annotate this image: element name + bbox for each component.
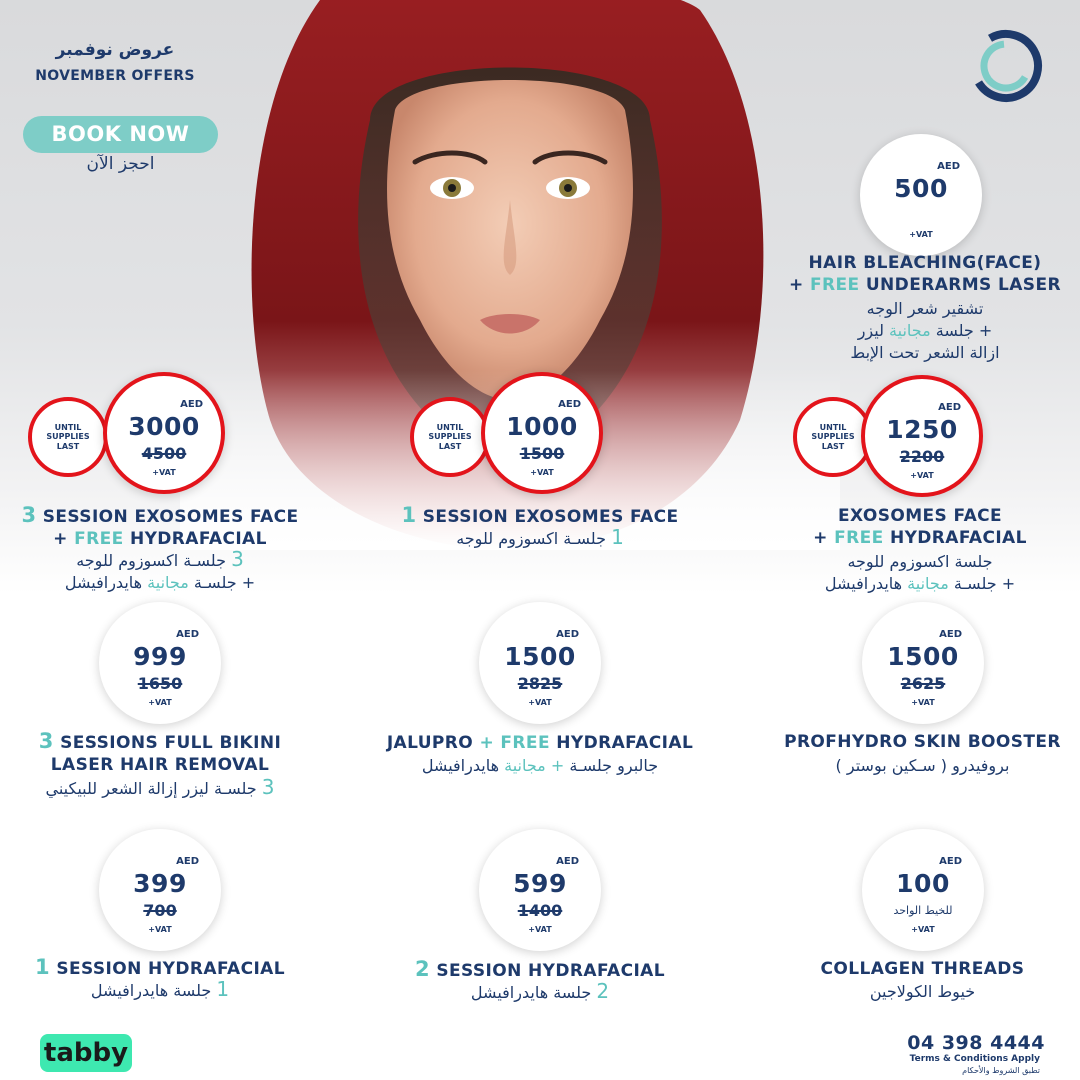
offer-arabic-title [5, 978, 315, 1002]
price-value: 1500 [887, 642, 959, 671]
price-badge [99, 829, 221, 951]
free-label-arabic: مجانية [147, 573, 189, 592]
offer-arabic-title [370, 755, 710, 777]
free-label: FREE [500, 733, 550, 753]
offer-title-line [380, 958, 700, 982]
vat-label: +VAT [911, 698, 935, 707]
vat-label: +VAT [148, 698, 172, 707]
session-count: 2 [415, 957, 431, 981]
offer-title-line [5, 528, 315, 550]
arabic-text: جلسـة اكسوزوم للوجه [456, 529, 612, 548]
offer-title-rest: HYDRAFACIAL [549, 733, 694, 753]
price-value: 500 [894, 174, 948, 203]
clinic-logo [968, 28, 1044, 104]
arabic-line [5, 978, 315, 1002]
price-value: 599 [513, 869, 567, 898]
per-thread-label: للخيط الواحد [893, 904, 953, 917]
offer-title-line: HAIR BLEACHING(FACE) [808, 253, 1042, 273]
offer-title-line [780, 274, 1070, 296]
plus-sign: + [789, 275, 810, 295]
session-count-arabic: 1 [216, 977, 230, 1001]
arabic-line: جلسة اكسوزوم للوجه [847, 552, 993, 571]
price-value: 399 [133, 869, 187, 898]
session-count-arabic: 3 [261, 775, 275, 799]
offer-arabic-title [5, 548, 315, 594]
offer-title-line: COLLAGEN THREADS [820, 959, 1025, 979]
offer-arabic-title [770, 981, 1075, 1003]
old-price [99, 674, 221, 693]
offer-arabic-title [380, 980, 700, 1004]
price-badge [862, 602, 984, 724]
offer-title [780, 252, 1070, 296]
vat-label: +VAT [911, 925, 935, 934]
plus-sign: + [545, 756, 565, 775]
session-count: 3 [21, 503, 37, 527]
offer-title-line [380, 504, 700, 528]
offer-arabic-title [5, 776, 315, 800]
plus-sign: + [813, 528, 835, 548]
arabic-line: ازالة الشعر تحت الإبط [850, 343, 1000, 362]
currency-label: AED [176, 856, 199, 867]
header-title: NOVEMBER OFFERS [35, 68, 195, 84]
vat-label: +VAT [909, 230, 933, 239]
session-count: 1 [401, 503, 417, 527]
offer-title-line [5, 730, 315, 754]
arabic-text: جلسة هايدرافيشل [90, 981, 217, 1000]
offer-arabic-title [770, 755, 1075, 777]
free-label: FREE [810, 275, 860, 295]
arabic-text: + جلسة [930, 321, 993, 340]
offer-title [5, 730, 315, 776]
vat-label: +VAT [530, 468, 554, 477]
offer-title-line: LASER HAIR REMOVAL [50, 755, 270, 775]
session-count: 3 [38, 729, 54, 753]
price-badge [481, 372, 603, 494]
old-price-value: 700 [143, 901, 177, 920]
price-badge [860, 134, 982, 256]
arabic-text: جلسة هايدرافيشل [470, 983, 597, 1002]
vat-label: +VAT [910, 471, 934, 480]
offer-title-line [770, 527, 1070, 549]
offer-title-rest: HYDRAFACIAL [123, 529, 267, 549]
currency-label: AED [558, 399, 581, 410]
arabic-line [380, 526, 700, 550]
offer-title [770, 958, 1075, 980]
offer-title-line [370, 732, 710, 754]
offer-title-line: EXOSOMES FACE [837, 506, 1003, 526]
offer-title-text: SESSION EXOSOMES FACE [416, 507, 679, 527]
vat-label: +VAT [148, 925, 172, 934]
old-price [865, 447, 979, 466]
price-badge [861, 375, 983, 497]
free-label-arabic: مجانية [504, 756, 546, 775]
arabic-line [380, 980, 700, 1004]
price-value: 100 [896, 869, 950, 898]
arabic-line [5, 548, 315, 572]
offer-title-rest: UNDERARMS LASER [859, 275, 1061, 295]
arabic-text: + جلسـة [188, 573, 256, 592]
terms-label-arabic: تطبق الشروط والأحكام [962, 1066, 1040, 1075]
free-label: FREE [834, 528, 884, 548]
until-supplies-last-badge: UNTIL SUPPLIES LAST [28, 397, 108, 477]
offer-title [770, 731, 1075, 753]
arabic-line [370, 755, 710, 777]
session-count-arabic: 2 [596, 979, 610, 1003]
arabic-line [5, 776, 315, 800]
vat-label: +VAT [528, 925, 552, 934]
plus-sign: + [53, 529, 75, 549]
offer-title-text: SESSION HYDRAFACIAL [50, 959, 285, 979]
session-count-arabic: 3 [231, 547, 244, 571]
header-title-arabic: عروض نوفمبر [55, 40, 175, 60]
offer-arabic-title [770, 551, 1070, 595]
price-badge [99, 602, 221, 724]
free-label-arabic: مجانية [907, 574, 949, 593]
old-price-value: 1500 [519, 444, 565, 463]
offer-title [380, 504, 700, 528]
old-price-value: 1400 [517, 901, 563, 920]
arabic-text: + جلسـة [948, 574, 1016, 593]
offer-title-line: PROFHYDRO SKIN BOOSTER [784, 732, 1061, 752]
arabic-text: جلسـة ليزر إزالة الشعر للبيكيني [45, 779, 262, 798]
free-label-arabic: مجانية [889, 321, 931, 340]
price-value: 1000 [506, 412, 578, 441]
offer-title-line [5, 956, 315, 980]
arabic-text: هايدرافيشل [64, 573, 148, 592]
arabic-line [5, 572, 315, 594]
price-value: 1250 [886, 415, 958, 444]
offer-arabic-title [780, 298, 1070, 364]
offer-title-text: SESSION HYDRAFACIAL [430, 961, 665, 981]
price-badge [479, 602, 601, 724]
price-badge [479, 829, 601, 951]
currency-label: AED [556, 629, 579, 640]
free-label: FREE [74, 529, 124, 549]
currency-label: AED [939, 856, 962, 867]
vat-label: +VAT [528, 698, 552, 707]
arabic-text: جالبرو جلسـة [564, 756, 659, 775]
offer-title [5, 956, 315, 980]
offer-title-text: SESSION EXOSOMES FACE [36, 507, 299, 527]
arabic-line [780, 320, 1070, 342]
offer-title [5, 504, 315, 550]
currency-label: AED [180, 399, 203, 410]
old-price [479, 901, 601, 920]
price-value: 3000 [128, 412, 200, 441]
book-now-button[interactable]: BOOK NOW [23, 116, 218, 153]
arabic-line: خيوط الكولاجين [869, 982, 976, 1001]
old-price [99, 901, 221, 920]
old-price-value: 1650 [137, 674, 183, 693]
price-value: 999 [133, 642, 187, 671]
offer-title [380, 958, 700, 982]
offer-title-line [5, 504, 315, 528]
arabic-text: هايدرافيشل [421, 756, 505, 775]
offer-title-rest: HYDRAFACIAL [883, 528, 1027, 548]
currency-label: AED [937, 161, 960, 172]
vat-label: +VAT [152, 468, 176, 477]
price-value: 1500 [504, 642, 576, 671]
arabic-line [770, 573, 1070, 595]
arabic-text: هايدرافيشل [824, 574, 908, 593]
old-price-value: 2825 [517, 674, 563, 693]
currency-label: AED [938, 402, 961, 413]
offer-title-text: SESSIONS FULL BIKINI [53, 733, 282, 753]
terms-label: Terms & Conditions Apply [909, 1054, 1040, 1064]
old-price [862, 674, 984, 693]
session-count: 1 [35, 955, 51, 979]
arabic-text: جلسـة اكسوزوم للوجه [76, 551, 232, 570]
offer-arabic-title [380, 526, 700, 550]
old-price-value: 4500 [141, 444, 187, 463]
until-supplies-last-badge: UNTIL SUPPLIES LAST [410, 397, 490, 477]
old-price [485, 444, 599, 463]
price-badge [103, 372, 225, 494]
old-price [479, 674, 601, 693]
old-price-value: 2200 [899, 447, 945, 466]
plus-sign: + [479, 733, 501, 753]
offer-title [370, 732, 710, 754]
currency-label: AED [176, 629, 199, 640]
session-count-arabic: 1 [611, 525, 624, 549]
currency-label: AED [556, 856, 579, 867]
offer-title-text: JALUPRO [386, 733, 480, 753]
arabic-text: ليزر [857, 321, 890, 340]
arabic-line: تشقير شعر الوجه [866, 299, 984, 318]
currency-label: AED [939, 629, 962, 640]
book-now-arabic-label: احجز الآن [86, 154, 155, 174]
phone-number[interactable]: 04 398 4444 [907, 1032, 1045, 1054]
offer-title [770, 505, 1070, 549]
arabic-line: بروفيدرو ( سـكين بوستر ) [835, 756, 1010, 775]
tabby-logo-button[interactable]: tabby [40, 1034, 132, 1072]
price-badge [862, 829, 984, 951]
old-price [107, 444, 221, 463]
until-supplies-last-badge: UNTIL SUPPLIES LAST [793, 397, 873, 477]
old-price-value: 2625 [900, 674, 946, 693]
